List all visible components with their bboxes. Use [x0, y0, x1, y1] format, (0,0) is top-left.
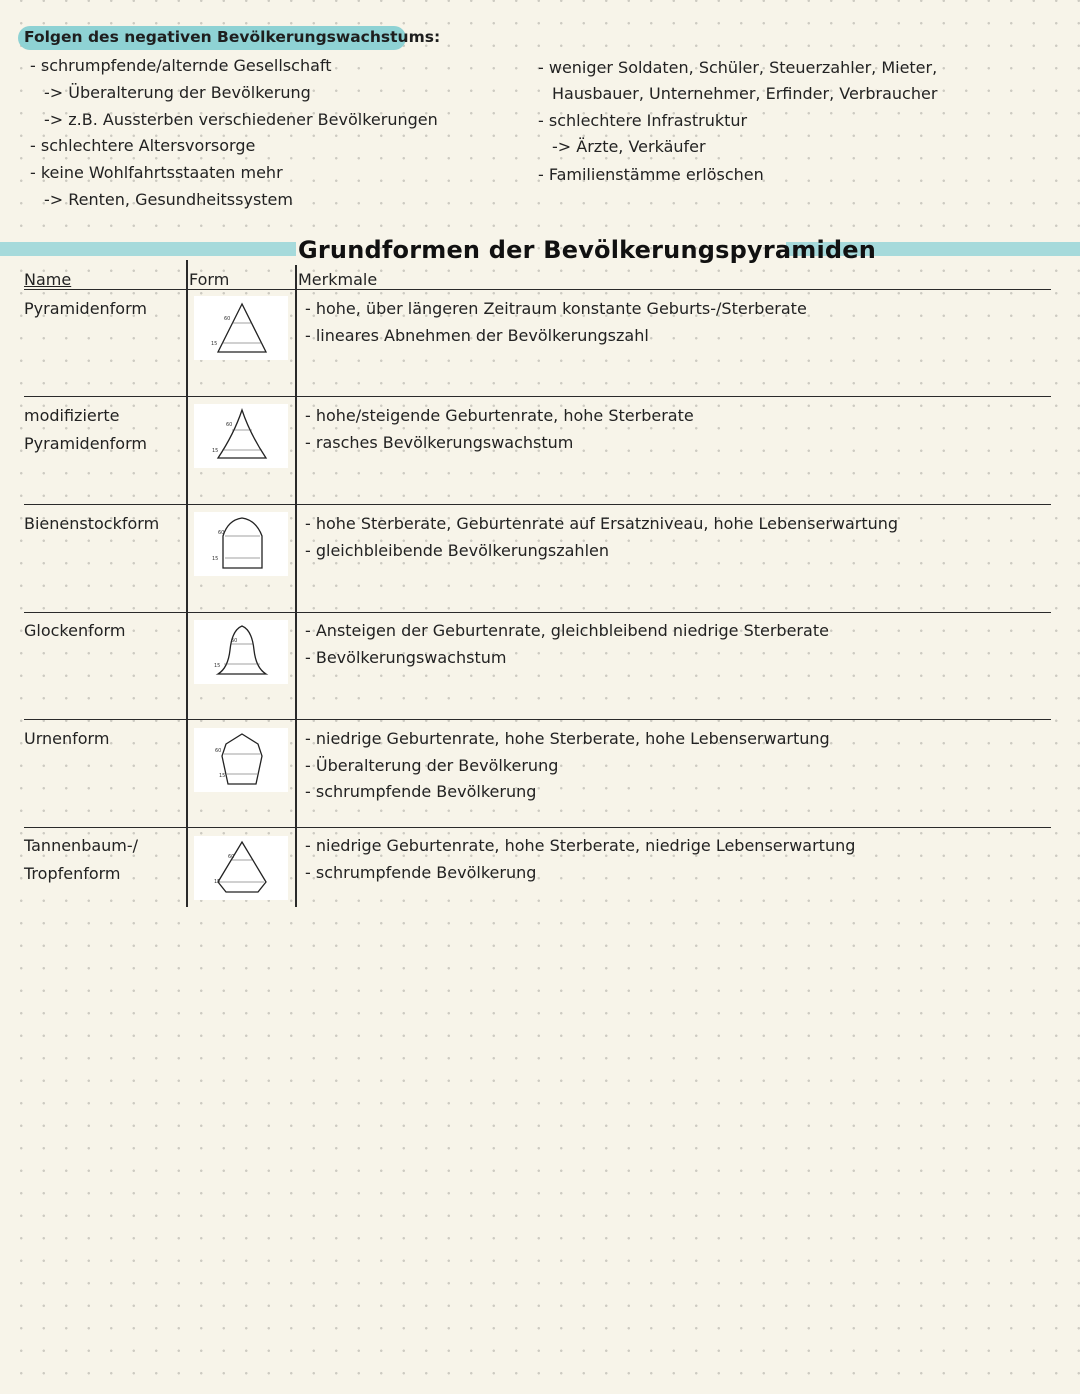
row-name: Bienenstockform [24, 514, 160, 533]
axis-label: 60 [218, 530, 225, 536]
row-merkmal: - Überalterung der Bevölkerung [305, 756, 559, 775]
column-header-form: Form [189, 270, 230, 289]
page-title: Grundformen der Bevölkerungspyramiden [298, 236, 877, 264]
row-merkmal: - Ansteigen der Geburtenrate, gleichbleibend niedrige Sterberate [305, 621, 829, 640]
list-item: - keine Wohlfahrtsstaaten mehr [30, 163, 283, 182]
list-item: -> Ärzte, Verkäufer [552, 137, 706, 156]
row-name: Pyramidenform [24, 299, 147, 318]
axis-label: 60 [231, 638, 238, 644]
list-item: - schrumpfende/alternde Gesellschaft [30, 56, 332, 75]
axis-label: 15 [212, 556, 219, 562]
modified-pyramid-shape-icon [194, 404, 288, 468]
row-merkmal: - schrumpfende Bevölkerung [305, 782, 537, 801]
list-item: - schlechtere Altersvorsorge [30, 136, 256, 155]
axis-label: 60 [224, 316, 231, 322]
axis-label: 60 [215, 748, 222, 754]
row-merkmal: - niedrige Geburtenrate, hohe Sterberate, hohe Lebenserwartung [305, 729, 830, 748]
column-header-merkmale: Merkmale [298, 270, 378, 289]
axis-label: 15 [214, 879, 221, 885]
row-divider [24, 719, 1051, 720]
row-name: Glockenform [24, 621, 126, 640]
row-divider [24, 396, 1051, 397]
title-bar-left [0, 242, 296, 256]
list-item: -> Überalterung der Bevölkerung [44, 83, 311, 102]
axis-label: 15 [211, 341, 218, 347]
axis-label: 15 [219, 773, 226, 779]
list-item: - Familienstämme erlöschen [538, 165, 764, 184]
row-merkmal: - Bevölkerungswachstum [305, 648, 507, 667]
list-item: - schlechtere Infrastruktur [538, 111, 748, 130]
urn-shape-icon [194, 728, 288, 792]
axis-label: 60 [226, 422, 233, 428]
axis-label: 60 [228, 854, 235, 860]
axis-label: 15 [212, 448, 219, 454]
column-divider [186, 260, 188, 907]
row-merkmal: - niedrige Geburtenrate, hohe Sterberate, niedrige Lebenserwartung [305, 836, 856, 855]
row-merkmal: - gleichbleibende Bevölkerungszahlen [305, 541, 609, 560]
row-name: modifizierte [24, 406, 120, 425]
row-divider [24, 612, 1051, 613]
row-name: Tannenbaum-/ [24, 836, 139, 855]
bell-shape-icon [194, 620, 288, 684]
section-heading: Folgen des negativen Bevölkerungswachstums: [24, 28, 441, 46]
fir-tree-shape-icon [194, 836, 288, 900]
list-item: Hausbauer, Unternehmer, Erfinder, Verbraucher [552, 84, 938, 103]
axis-label: 15 [214, 663, 221, 669]
row-divider [24, 827, 1051, 828]
row-merkmal: - schrumpfende Bevölkerung [305, 863, 537, 882]
row-merkmal: - hohe/steigende Geburtenrate, hohe Sterberate [305, 406, 694, 425]
column-divider [295, 265, 297, 907]
list-item: - weniger Soldaten, Schüler, Steuerzahler, Mieter, [538, 58, 938, 77]
table-header-rule [24, 289, 1051, 290]
list-item: -> Renten, Gesundheitssystem [44, 190, 293, 209]
row-divider [24, 504, 1051, 505]
row-merkmal: - rasches Bevölkerungswachstum [305, 433, 574, 452]
row-name: Tropfenform [24, 864, 121, 883]
pyramid-shape-icon [194, 296, 288, 360]
row-merkmal: - hohe Sterberate, Geburtenrate auf Ersatzniveau, hohe Lebenserwartung [305, 514, 899, 533]
list-item: -> z.B. Aussterben verschiedener Bevölkerungen [44, 110, 438, 129]
row-name: Urnenform [24, 729, 110, 748]
row-name: Pyramidenform [24, 434, 147, 453]
row-merkmal: - hohe, über längeren Zeitraum konstante Geburts-/Sterberate [305, 299, 807, 318]
column-header-name: Name [24, 270, 72, 289]
beehive-shape-icon [194, 512, 288, 576]
row-merkmal: - lineares Abnehmen der Bevölkerungszahl [305, 326, 649, 345]
